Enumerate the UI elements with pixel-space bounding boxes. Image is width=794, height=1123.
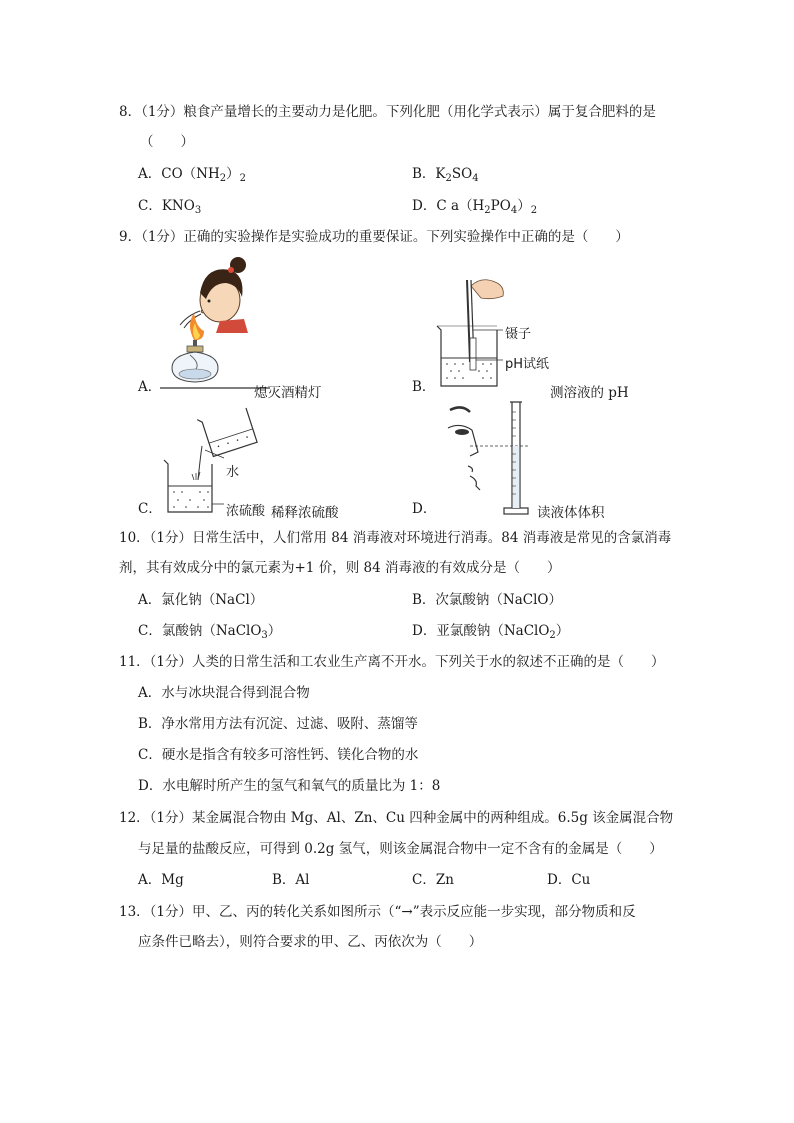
q8-option-d: D．C $a(H_2PO_4)_2$: [412, 198, 538, 216]
q8-option-c: C．$KNO_3$: [138, 198, 202, 216]
q8-stem-line1: 8．（1分）粮食产量增长的主要动力是化肥。下列化肥（用化学式表示）属于复合肥料的是: [119, 104, 656, 120]
q9-option-b-label: B．: [412, 379, 436, 395]
cylinder-reading-figure: [440, 400, 540, 518]
q10-stem-line1: 10．（1分）日常生活中，人们常用 84 消毒液对环境进行消毒。84 消毒液是常见的含氯消毒: [119, 530, 672, 546]
q9-option-c-caption: 稀释浓硫酸: [271, 505, 339, 521]
q9-option-b-caption: 测溶液的 pH: [550, 385, 629, 401]
q9-option-a-label: A．: [138, 379, 162, 395]
ph-paper-callout: pH试纸: [505, 357, 550, 372]
q8-option-a: A．$CO(NH_2)_2$: [138, 166, 246, 184]
q11-stem: 11．（1分）人类的日常生活和工农业生产离不开水。下列关于水的叙述不正确的是（ ）: [119, 654, 665, 670]
q11-option-a: A．水与冰块混合得到混合物: [138, 685, 310, 701]
q9-option-d-label: D．: [412, 501, 437, 517]
q9-option-d-caption: 读液体体积: [537, 505, 605, 521]
q10-option-c: C．氯酸钠（NaClO$_3$）: [138, 623, 282, 641]
q8-option-b: B．$K_2SO_4$: [412, 166, 479, 184]
q10-option-d: D．亚氯酸钠（NaClO$_2$）: [412, 623, 570, 641]
dilute-acid-figure: [160, 400, 270, 515]
q8-stem-line2: （ ）: [140, 134, 194, 150]
q10-option-a: A．氯化钠（NaCl）: [138, 592, 264, 608]
q11-option-d: D．水电解时所产生的氢气和氧气的质量比为 1：8: [138, 778, 441, 794]
q12-option-b: B．Al: [272, 872, 310, 888]
alcohol-lamp-figure: [160, 255, 270, 390]
q12-option-c: C．Zn: [412, 872, 454, 888]
q12-stem-line2: 与足量的盐酸反应，可得到 0.2g 氢气，则该金属混合物中一定不含有的金属是（ ）: [138, 841, 663, 857]
q11-option-c: C．硬水是指含有较多可溶性钙、镁化合物的水: [138, 747, 419, 763]
q9-option-c-label: C．: [138, 501, 162, 517]
q11-option-b: B．净水常用方法有沉淀、过滤、吸附、蒸馏等: [138, 716, 418, 732]
q10-option-b: B．次氯酸钠（NaClO）: [412, 592, 562, 608]
q12-stem-line1: 12．（1分）某金属混合物由 Mg、Al、Zn、Cu 四种金属中的两种组成。6.5g 该金属混合物: [119, 810, 674, 826]
tweezers-callout: 镊子: [505, 327, 532, 342]
water-callout: 水: [226, 465, 240, 480]
q12-option-d: D．Cu: [547, 872, 591, 888]
q13-stem-line1: 13．（1分）甲、乙、丙的转化关系如图所示（“→”表示反应能一步实现，部分物质和反: [119, 904, 636, 920]
q10-stem-line2: 剂，其有效成分中的氯元素为+1 价，则 84 消毒液的有效成分是（ ）: [119, 560, 561, 576]
q9-option-a-caption: 熄灭酒精灯: [254, 385, 322, 401]
q13-stem-line2: 应条件已略去），则符合要求的甲、乙、丙依次为（ ）: [138, 934, 483, 950]
acid-callout: 浓硫酸: [226, 504, 266, 519]
q12-option-a: A．Mg: [138, 872, 184, 888]
q9-stem: 9．（1分）正确的实验操作是实验成功的重要保证。下列实验操作中正确的是（ ）: [119, 229, 629, 245]
